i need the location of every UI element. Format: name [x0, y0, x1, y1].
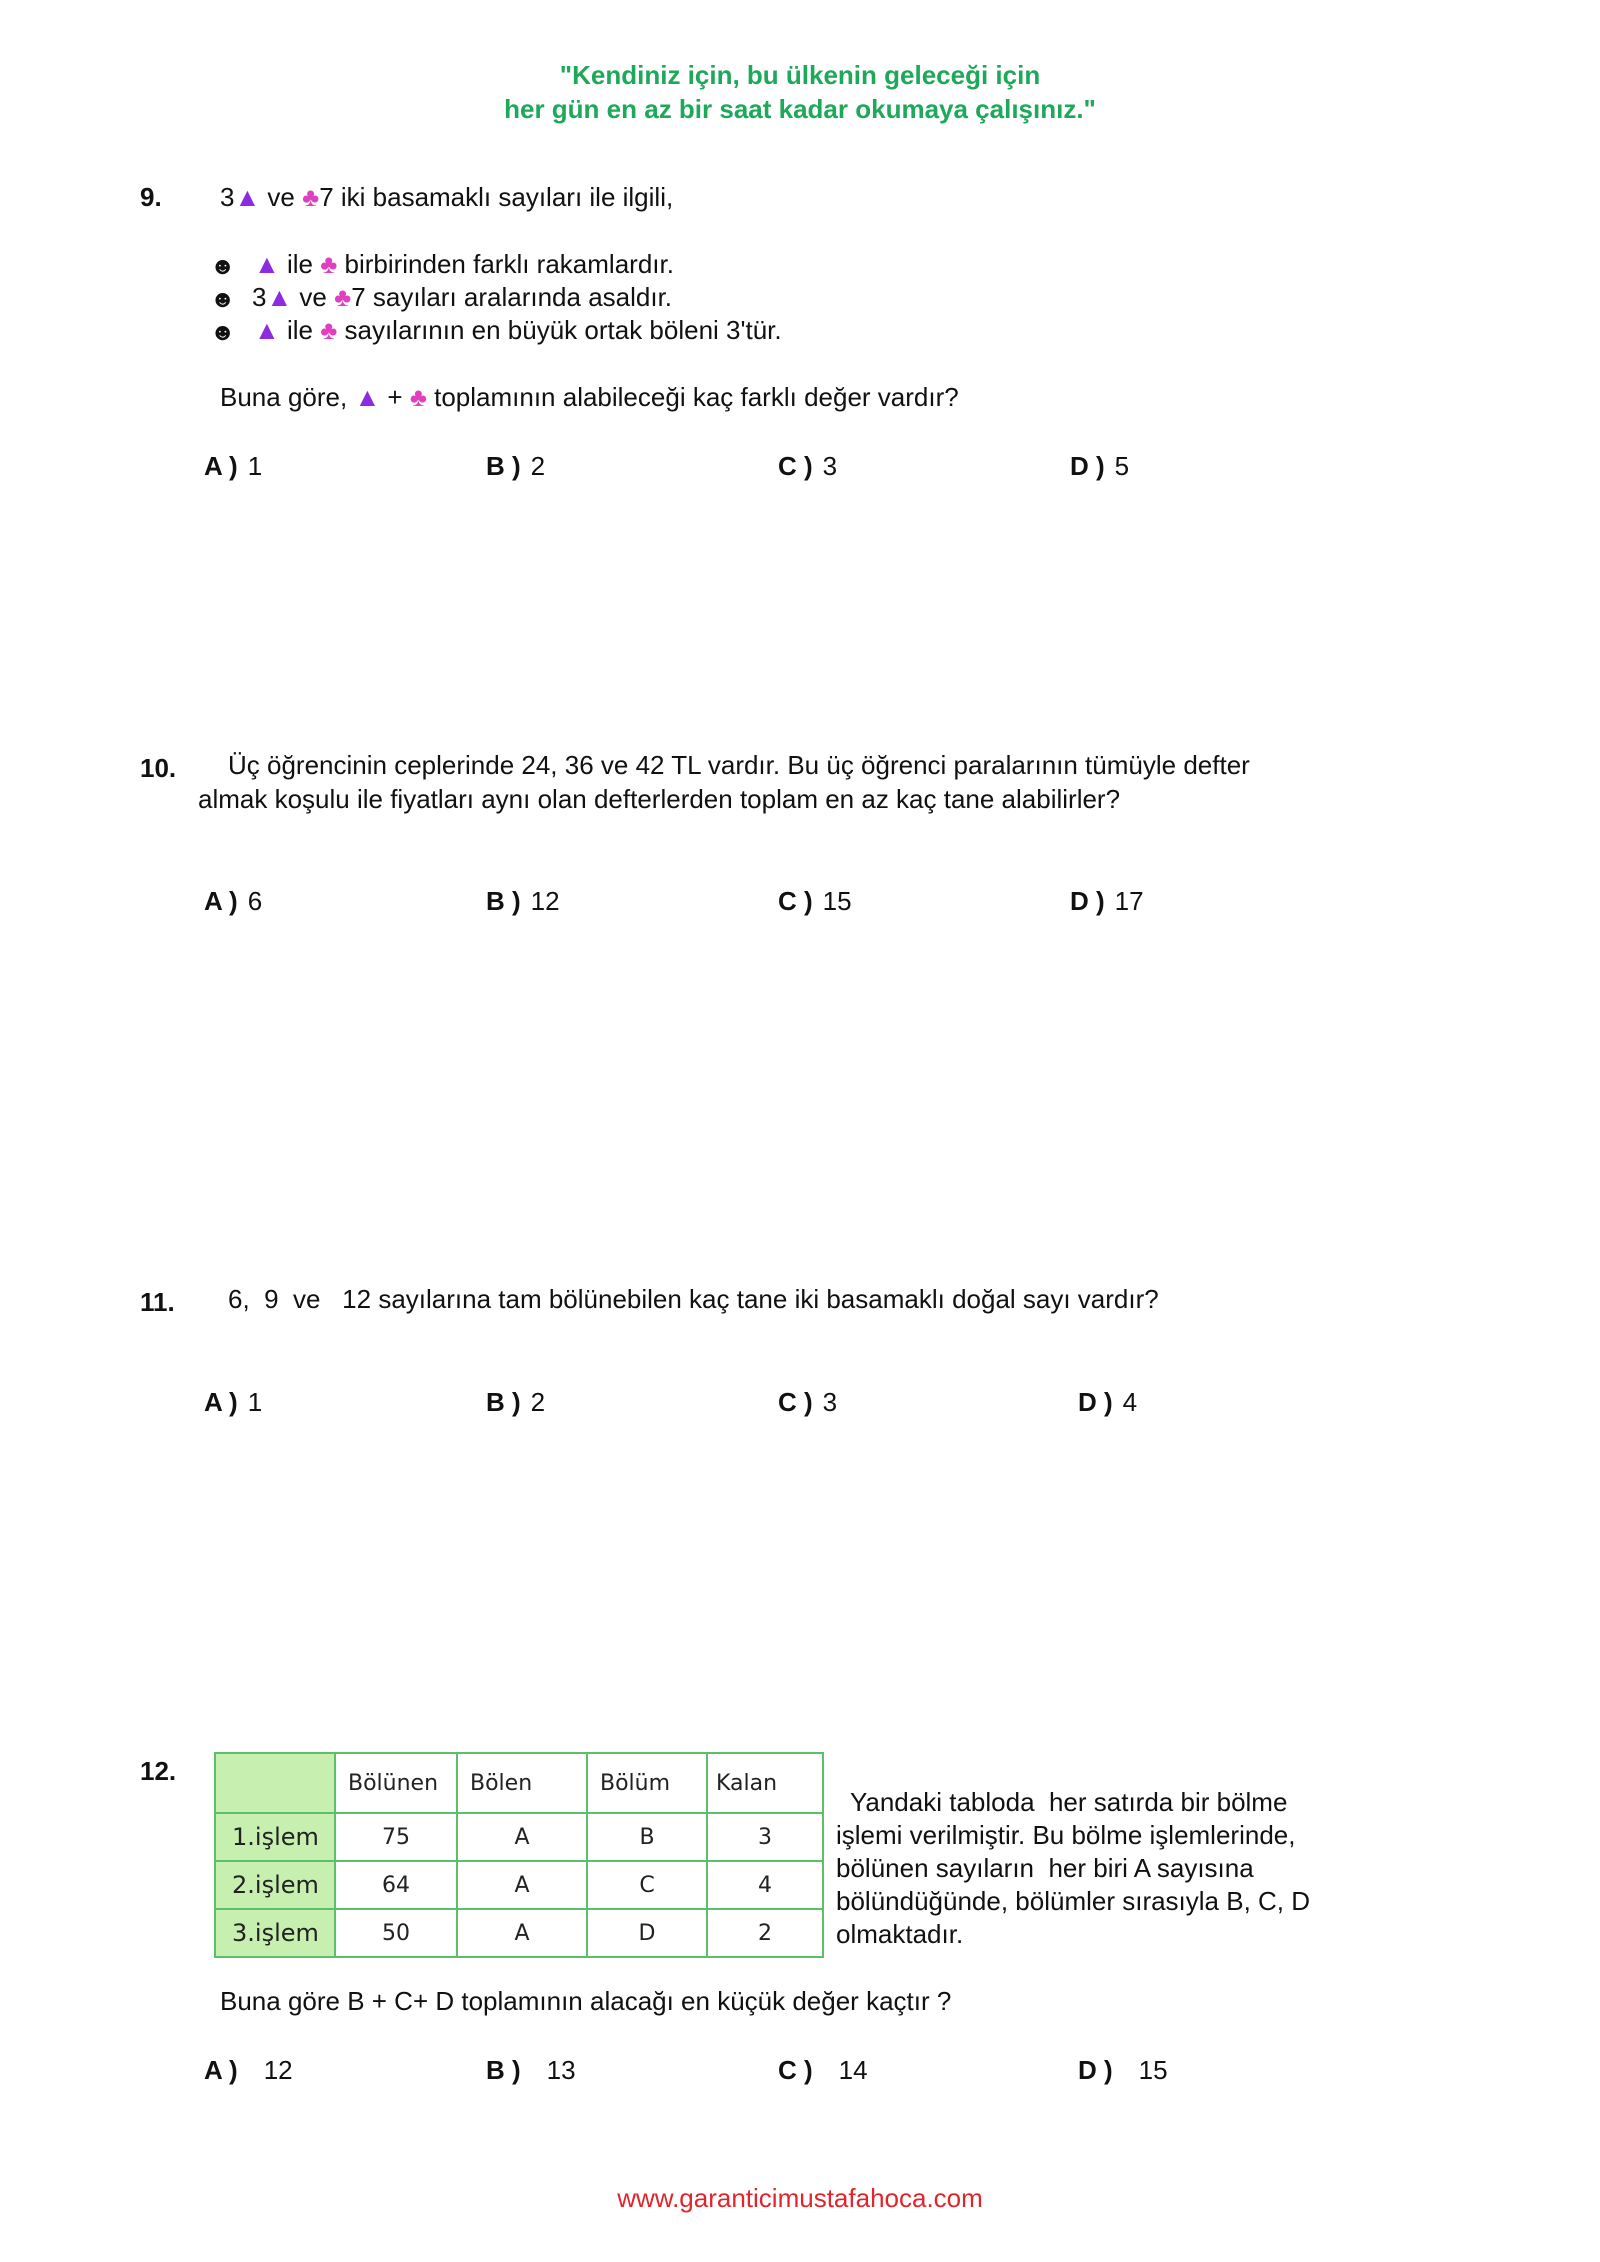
club-icon: ♣ [320, 249, 338, 279]
table-cell: B [587, 1813, 707, 1861]
table-header-cell: Kalan [707, 1753, 823, 1813]
question-9-number: 9. [140, 182, 162, 212]
q12-option-d[interactable]: D ) 15 [1078, 2055, 1168, 2085]
table-cell: 3 [707, 1813, 823, 1861]
question-11-text: 6, 9 ve 12 sayılarına tam bölünebilen kaç tane iki basamaklı doğal sayı vardır? [228, 1284, 1159, 1314]
smiley-bullet-icon: ☻ [210, 286, 236, 313]
division-table [214, 1752, 824, 1958]
footer-website-link[interactable]: www.garanticimustafahoca.com [617, 2183, 983, 2213]
q9-option-b[interactable]: B ) 2 [486, 451, 546, 481]
table-cell: D [587, 1909, 707, 1957]
club-icon: ♣ [320, 315, 338, 345]
question-9-condition-3: ▲ ile ♣ sayılarının en büyük ortak böleni 3'tür. [254, 315, 782, 345]
table-row-label: 1.işlem [215, 1813, 335, 1861]
table-cell: 75 [335, 1813, 457, 1861]
table-corner-cell [215, 1753, 335, 1813]
question-11-number: 11. [140, 1287, 175, 1317]
motto-line-2: her gün en az bir saat kadar okumaya çalışınız." [504, 94, 1096, 124]
q12-option-c[interactable]: C ) 14 [778, 2055, 868, 2085]
table-header-row [215, 1753, 823, 1813]
table-cell: 64 [335, 1861, 457, 1909]
club-icon: ♣ [334, 282, 352, 312]
table-row [215, 1909, 823, 1957]
question-9-condition-1: ▲ ile ♣ birbirinden farklı rakamlardır. [254, 249, 674, 279]
table-cell: A [457, 1813, 587, 1861]
triangle-icon: ▲ [354, 382, 381, 412]
q11-option-d[interactable]: D ) 4 [1078, 1387, 1138, 1417]
question-12-side-line-1: Yandaki tabloda her satırda bir bölme [836, 1787, 1288, 1817]
club-icon: ♣ [302, 182, 320, 212]
q10-option-d[interactable]: D ) 17 [1070, 886, 1144, 916]
table-cell: 50 [335, 1909, 457, 1957]
table-row-label: 3.işlem [215, 1909, 335, 1957]
table-cell: A [457, 1909, 587, 1957]
motto-line-1: "Kendiniz için, bu ülkenin geleceği için [559, 60, 1041, 90]
question-12-side-line-3: bölünen sayıların her biri A sayısına [836, 1853, 1254, 1883]
table-row [215, 1813, 823, 1861]
question-12-side-line-5: olmaktadır. [836, 1919, 964, 1949]
q11-option-b[interactable]: B ) 2 [486, 1387, 546, 1417]
triangle-icon: ▲ [234, 182, 261, 212]
smiley-bullet-icon: ☻ [210, 319, 236, 346]
table-row [215, 1861, 823, 1909]
table-cell: A [457, 1861, 587, 1909]
table-header-cell: Bölen [457, 1753, 587, 1813]
triangle-icon: ▲ [254, 249, 280, 279]
q10-option-a[interactable]: A ) 6 [204, 886, 263, 916]
q9-option-a[interactable]: A ) 1 [204, 451, 263, 481]
triangle-icon: ▲ [254, 315, 280, 345]
q10-option-c[interactable]: C ) 15 [778, 886, 852, 916]
q9-option-c[interactable]: C ) 3 [778, 451, 838, 481]
triangle-icon: ▲ [266, 282, 293, 312]
question-9-stem: 3▲ ve ♣7 iki basamaklı sayıları ile ilgili, [220, 182, 674, 212]
q10-option-b[interactable]: B ) 12 [486, 886, 560, 916]
smiley-bullet-icon: ☻ [210, 253, 236, 280]
q11-option-a[interactable]: A ) 1 [204, 1387, 263, 1417]
question-9-condition-2: 3▲ ve ♣7 sayıları aralarında asaldır. [252, 282, 673, 312]
q12-option-b[interactable]: B ) 13 [486, 2055, 576, 2085]
question-12-ask: Buna göre B + C+ D toplamının alacağı en küçük değer kaçtır ? [220, 1986, 952, 2016]
table-row-label: 2.işlem [215, 1861, 335, 1909]
table-header-cell: Bölünen [335, 1753, 457, 1813]
question-12-number: 12. [140, 1756, 177, 1786]
table-cell: 4 [707, 1861, 823, 1909]
question-10-line-1: Üç öğrencinin ceplerinde 24, 36 ve 42 TL vardır. Bu üç öğrenci paralarının tümüyle defter [228, 750, 1250, 780]
club-icon: ♣ [409, 382, 427, 412]
q11-option-c[interactable]: C ) 3 [778, 1387, 838, 1417]
question-12-side-line-2: işlemi verilmiştir. Bu bölme işlemlerinde, [836, 1820, 1296, 1850]
question-10-line-2: almak koşulu ile fiyatları aynı olan defterlerden toplam en az kaç tane alabilirler? [198, 784, 1121, 814]
q12-option-a[interactable]: A ) 12 [204, 2055, 293, 2085]
q9-option-d[interactable]: D ) 5 [1070, 451, 1130, 481]
question-9-ask: Buna göre, ▲ + ♣ toplamının alabileceği kaç farklı değer vardır? [220, 382, 959, 412]
table-header-cell: Bölüm [587, 1753, 707, 1813]
table-cell: 2 [707, 1909, 823, 1957]
table-cell: C [587, 1861, 707, 1909]
question-12-side-line-4: bölündüğünde, bölümler sırasıyla B, C, D [836, 1886, 1311, 1916]
question-10-number: 10. [140, 753, 177, 783]
